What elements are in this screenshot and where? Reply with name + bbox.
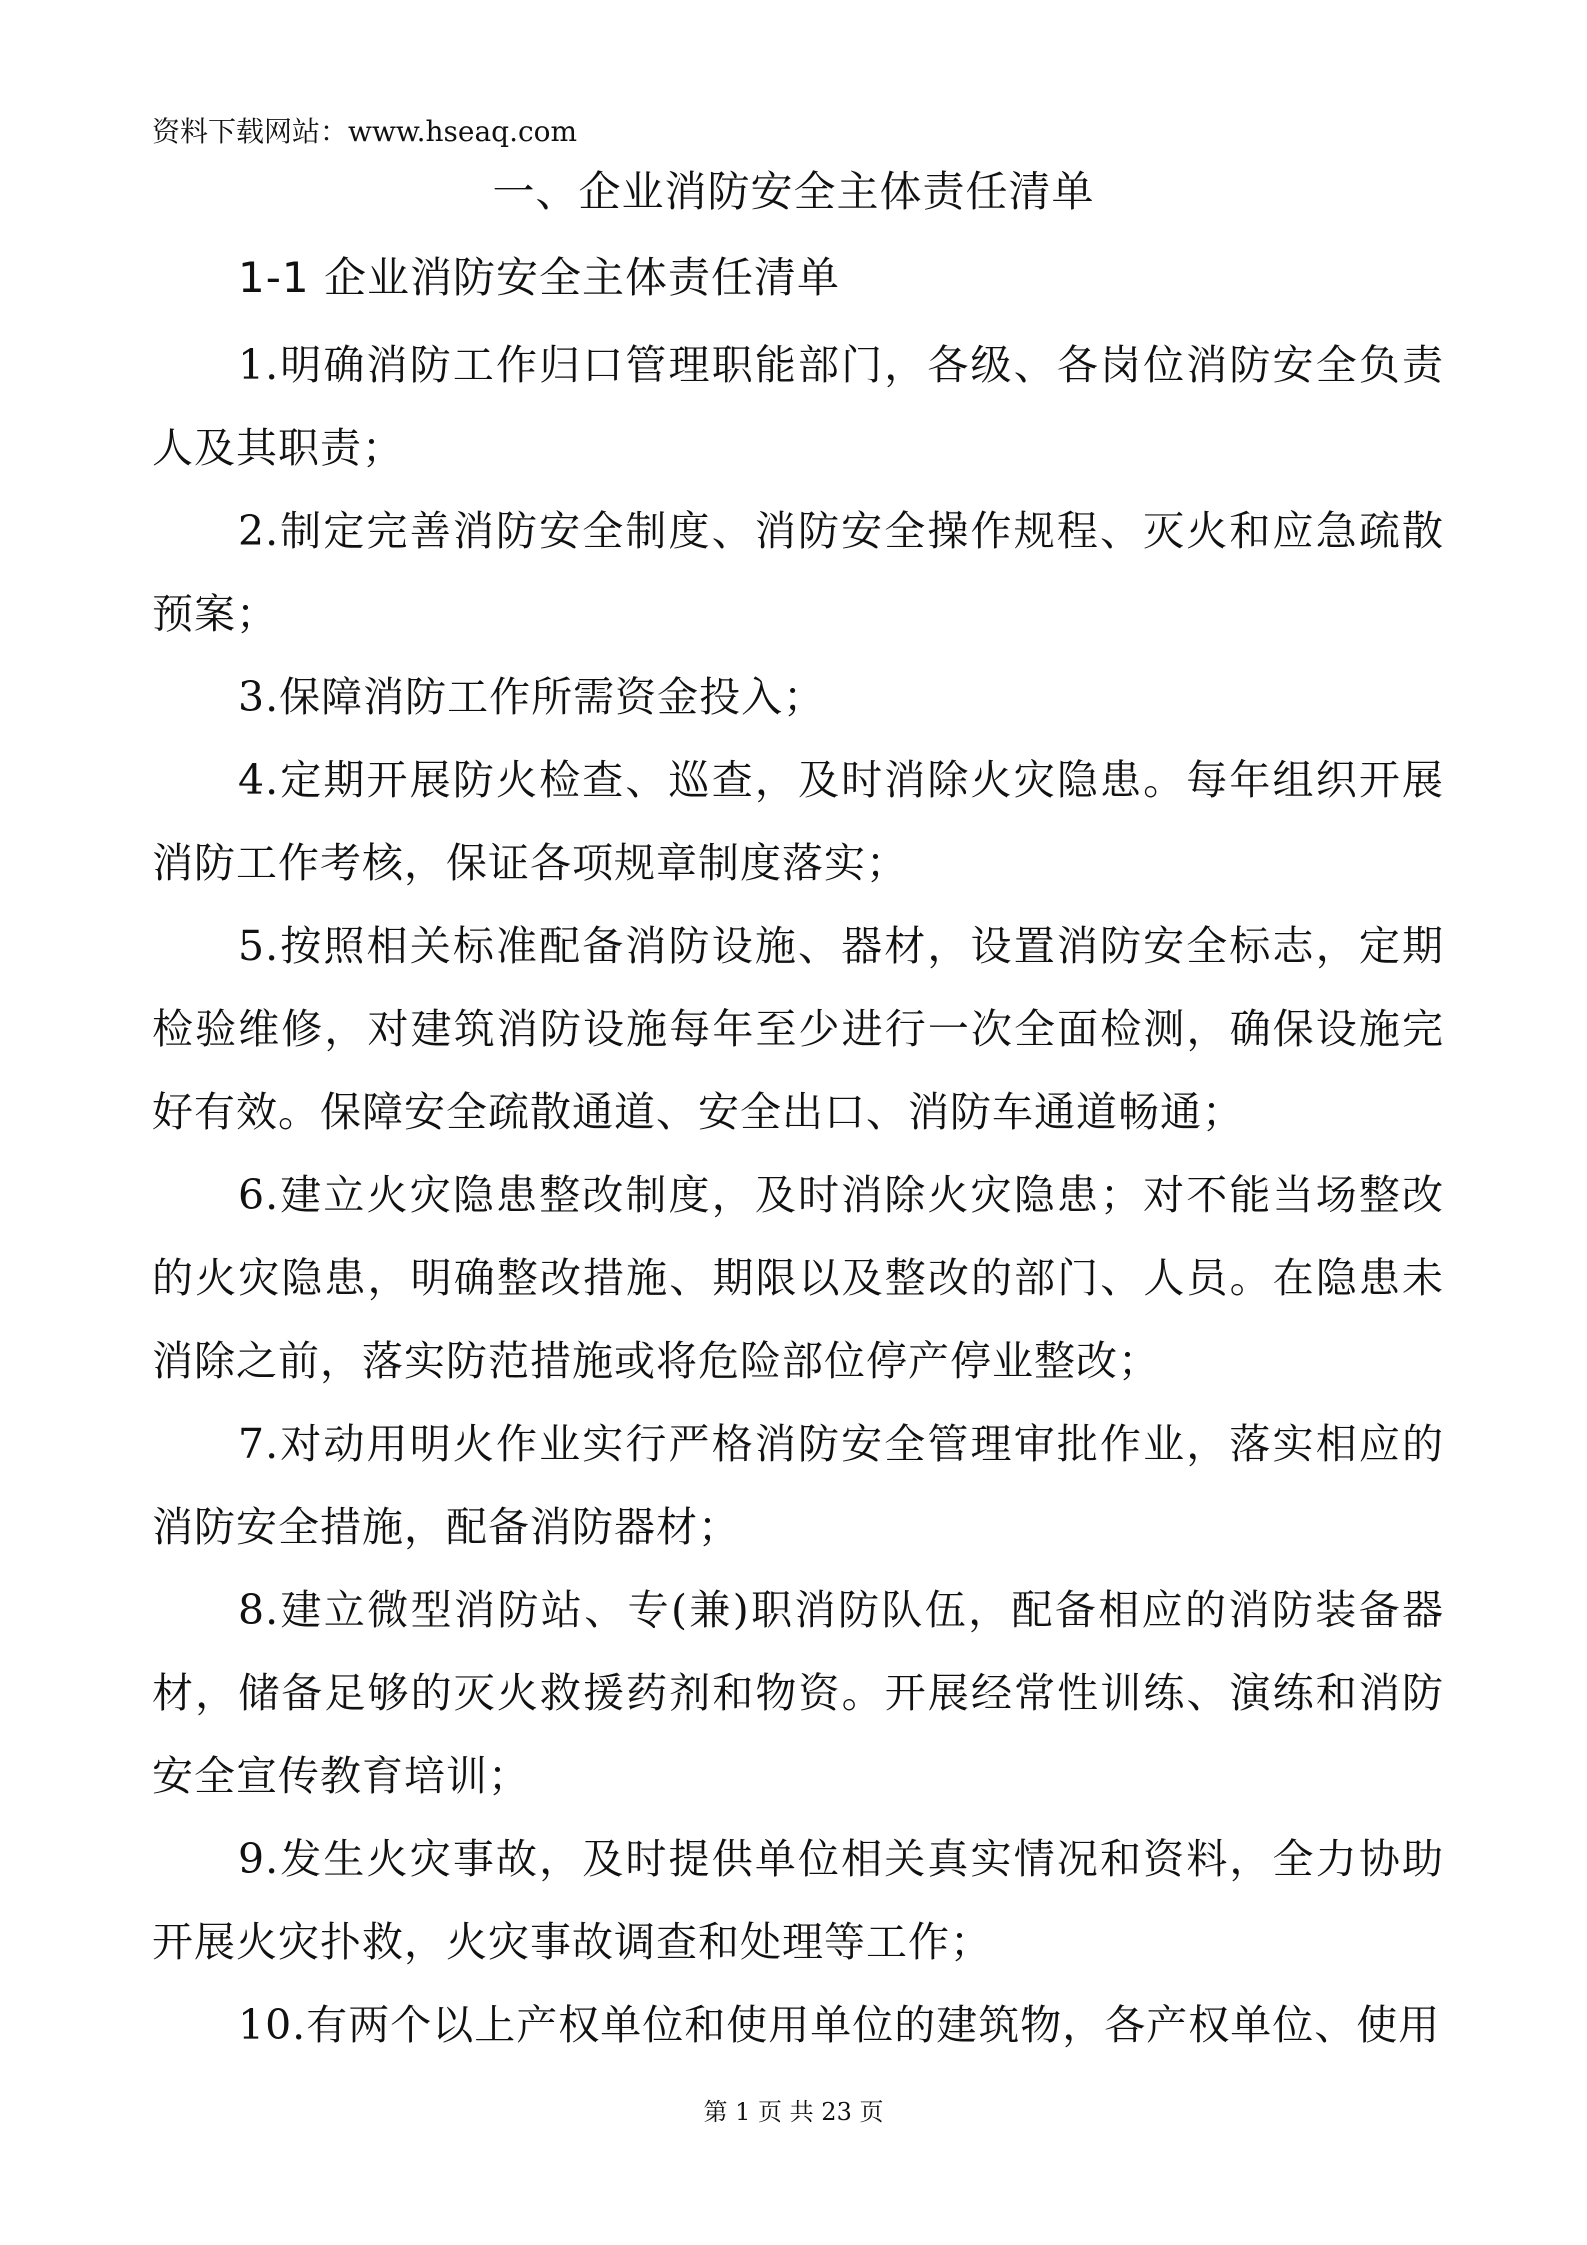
paragraph-5: 5.按照相关标准配备消防设施、器材，设置消防安全标志，定期检验维修，对建筑消防设施每年至少进行一次全面检测，确保设施完好有效。保障安全疏散通道、安全出口、消防车通道畅通； (152, 922, 1444, 1136)
page-title: 一、企业消防安全主体责任清单 (492, 167, 1095, 216)
paragraph-9: 9.发生火灾事故，及时提供单位相关真实情况和资料，全力协助开展火灾扑救，火灾事故调查和处理等工作； (152, 1835, 1444, 1966)
header-source-note: 资料下载网站：www.hseaq.com (152, 115, 578, 148)
document-body (152, 324, 1444, 2067)
page-footer: 第 1 页 共 23 页 (703, 2098, 884, 2126)
paragraph-1: 1.明确消防工作归口管理职能部门，各级、各岗位消防安全负责人及其职责； (152, 341, 1444, 472)
paragraph-8: 8.建立微型消防站、专(兼)职消防队伍，配备相应的消防装备器材，储备足够的灭火救援药剂和物资。开展经常性训练、演练和消防安全宣传教育培训； (152, 1586, 1444, 1800)
paragraph-10: 10.有两个以上产权单位和使用单位的建筑物，各产权单位、使用 (238, 2001, 1441, 2049)
paragraph-4: 4.定期开展防火检查、巡查，及时消除火灾隐患。每年组织开展消防工作考核，保证各项规章制度落实； (152, 756, 1444, 887)
paragraph-7: 7.对动用明火作业实行严格消防安全管理审批作业，落实相应的消防安全措施，配备消防器材； (152, 1420, 1444, 1551)
paragraph-2: 2.制定完善消防安全制度、消防安全操作规程、灭火和应急疏散预案； (152, 507, 1444, 638)
section-title: 1-1 企业消防安全主体责任清单 (238, 253, 840, 302)
paragraph-3: 3.保障消防工作所需资金投入； (238, 673, 826, 721)
paragraph-6: 6.建立火灾隐患整改制度，及时消除火灾隐患；对不能当场整改的火灾隐患，明确整改措施、期限以及整改的部门、人员。在隐患未消除之前，落实防范措施或将危险部位停产停业整改； (152, 1171, 1444, 1385)
